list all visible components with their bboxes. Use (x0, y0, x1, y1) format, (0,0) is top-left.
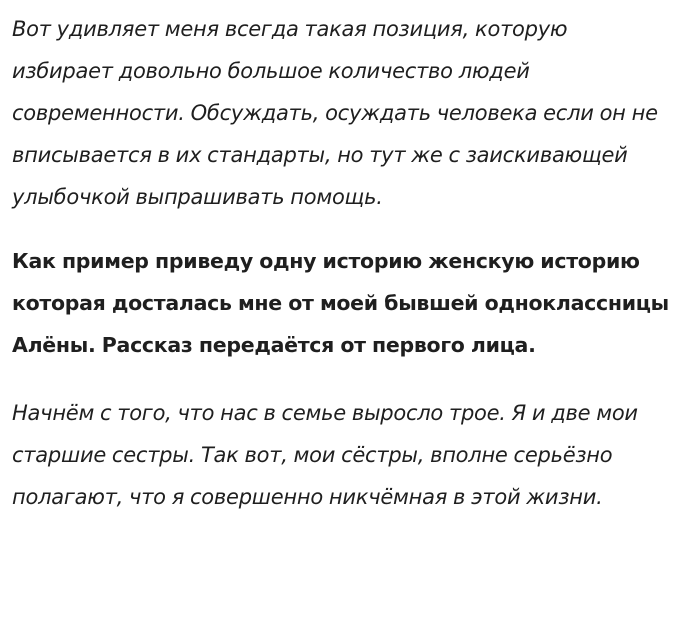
intro-paragraph: Вот удивляет меня всегда такая позиция, которую избирает довольно большое количество людей современности. Обсуждать, осуждать человека если он не вписывается в их стандарты, но тут же с заискивающей улыбочкой выпрашивать помощь. (12, 17, 658, 209)
example-lead-paragraph: Как пример приведу одну историю женскую историю которая досталась мне от моей бывшей одноклассницы Алёны. Рассказ передаётся от первого лица. (12, 249, 669, 357)
article-body (12, 8, 674, 518)
story-paragraph: Начнём с того, что нас в семье выросло трое. Я и две мои старшие сестры. Так вот, мои сёстры, вполне серьёзно полагают, что я совершенно никчёмная в этой жизни. (12, 401, 638, 509)
